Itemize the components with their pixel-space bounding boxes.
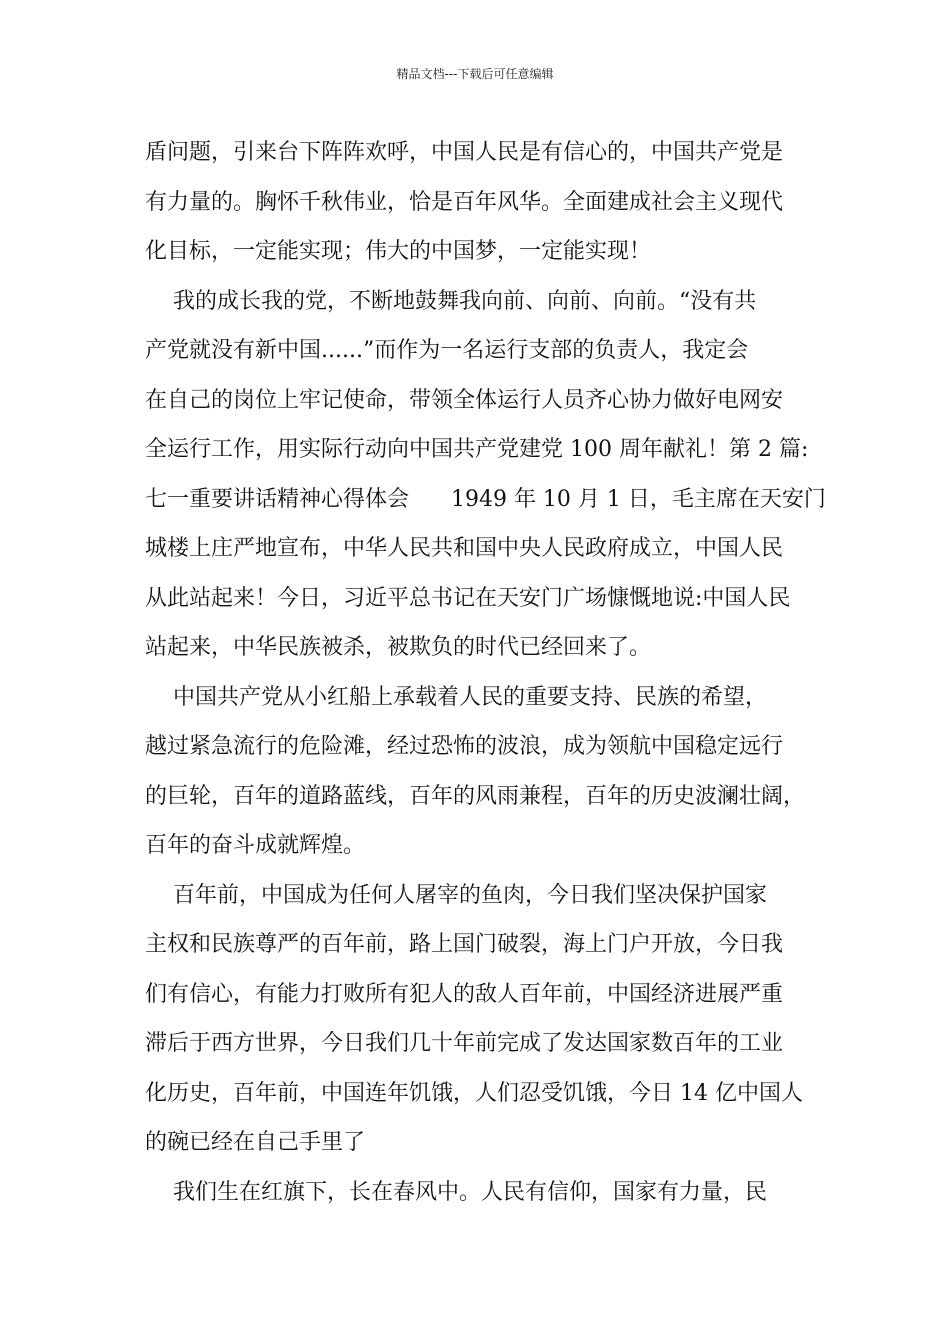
text-line: 七一重要讲话精神心得体会 1949 年 10 月 1 日，毛主席在天安门 <box>145 486 826 512</box>
text-line: 的巨轮，百年的道路蓝线，百年的风雨兼程，百年的历史波澜壮阔， <box>145 783 806 809</box>
text-line: 城楼上庄严地宣布，中华人民共和国中央人民政府成立，中国人民 <box>145 536 784 561</box>
text-line: 产党就没有新中国......”而作为一名运行支部的负责人，我定会 <box>145 338 749 363</box>
page-header: 精品文档---下载后可任意编辑 <box>396 67 554 81</box>
text-line: 百年的奋斗成就辉煌。 <box>145 833 366 858</box>
text-line: 从此站起来！今日，习近平总书记在天安门广场慷慨地说:中国人民 <box>145 585 791 611</box>
text-line: 的碗已经在自己手里了 <box>145 1130 366 1155</box>
text-line: 我的成长我的党，不断地鼓舞我向前、向前、向前。“没有共 <box>145 288 757 314</box>
text-line: 们有信心，有能力打败所有犯人的敌人百年前，中国经济进展严重 <box>145 981 784 1007</box>
text-line: 全运行工作，用实际行动向中国共产党建党 100 周年献礼！第 2 篇: <box>145 437 809 462</box>
text-line: 中国共产党从小红船上承载着人民的重要支持、民族的希望， <box>145 684 767 710</box>
text-line: 主权和民族尊严的百年前，路上国门破裂，海上门户开放，今日我 <box>145 932 784 957</box>
text-line: 越过紧急流行的危险滩，经过恐怖的波浪，成为领航中国稳定远行 <box>145 734 784 759</box>
text-line: 百年前，中国成为任何人屠宰的鱼肉，今日我们坚决保护国家 <box>145 882 767 908</box>
text-line: 我们生在红旗下，长在春风中。人民有信仰，国家有力量，民 <box>145 1179 767 1205</box>
text-line: 滞后于西方世界，今日我们几十年前完成了发达国家数百年的工业 <box>145 1031 784 1056</box>
text-line: 站起来，中华民族被杀，被欺负的时代已经回来了。 <box>145 635 652 660</box>
text-line: 化目标，一定能实现；伟大的中国梦，一定能实现！ <box>145 239 652 264</box>
text-line: 化历史，百年前，中国连年饥饿，人们忍受饥饿，今日 14 亿中国人 <box>145 1080 803 1106</box>
text-line: 有力量的。胸怀千秋伟业，恰是百年风华。全面建成社会主义现代 <box>145 189 784 215</box>
text-line: 盾问题，引来台下阵阵欢呼，中国人民是有信心的，中国共产党是 <box>145 140 784 165</box>
document-body <box>145 128 826 1217</box>
text-line: 在自己的岗位上牢记使命，带领全体运行人员齐心协力做好电网安 <box>145 387 784 413</box>
